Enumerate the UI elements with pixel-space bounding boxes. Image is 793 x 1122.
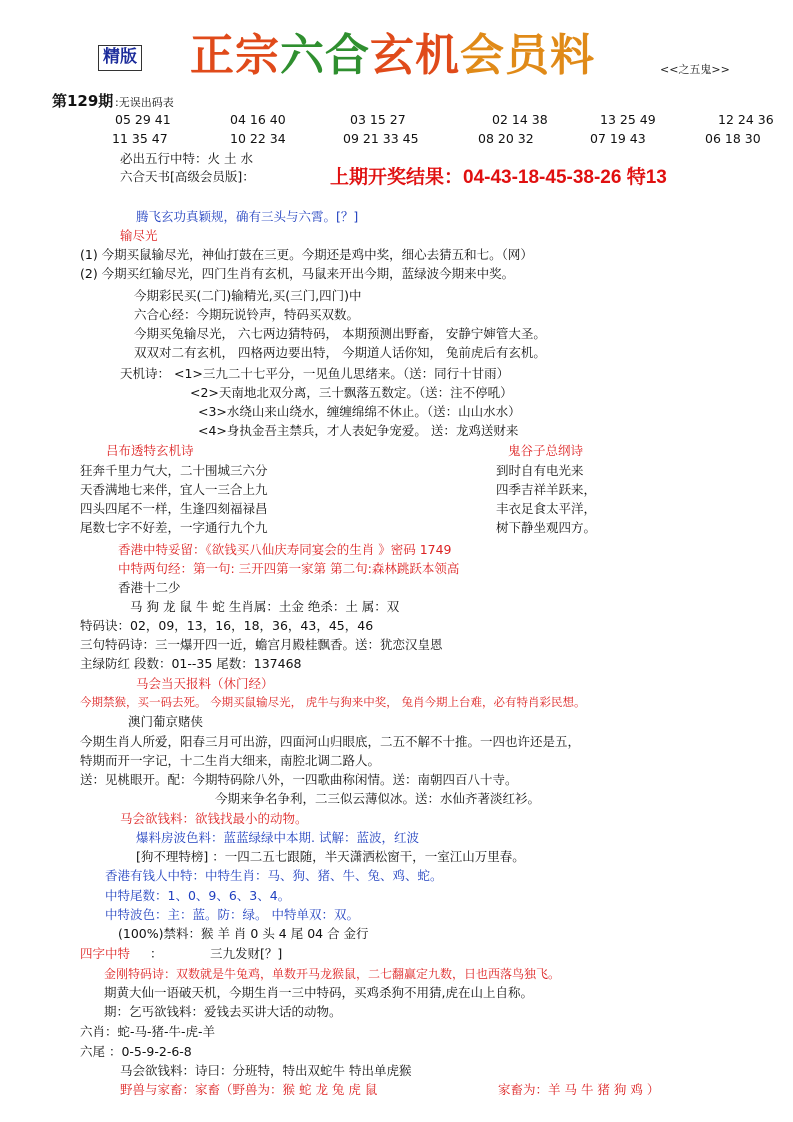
poem-line: 到时自有电光来: [496, 463, 584, 478]
text-line: 家畜为：羊 马 牛 猪 狗 鸡 ）: [498, 1082, 660, 1097]
text-line: 今期买兔输尽光， 六七两边猜特码， 本期预测出野畜， 安静宁婶管大圣。: [134, 326, 546, 341]
number-cell: 03 15 27: [350, 112, 406, 127]
number-cell: 11 35 47: [112, 131, 168, 146]
poem-line: 树下静坐观四方。: [496, 520, 597, 535]
text-line: 特期而开一字记，十二生肖大细来，南腔北调二路人。: [80, 753, 381, 768]
text-line: 今期禁猴，买一码去死。 今期买鼠输尽光， 虎牛与狗来中奖， 兔肖今期上台难，必有特肖彩民想。: [80, 695, 586, 709]
poem-line: 丰衣足食太平洋，: [496, 501, 597, 516]
text-line: 期：乞丐欲钱料：爱钱去买讲大话的动物。: [104, 1004, 342, 1019]
text-line: 马 狗 龙 鼠 牛 蛇 生肖属：土金 绝杀：土 属：双: [130, 599, 400, 614]
text-line: 爆料房波色料：蓝蓝绿绿中本期. 试解：蓝波，红波: [136, 830, 419, 845]
text-line: (100%)禁料：猴 羊 肖 0 头 4 尾 04 合 金行: [118, 926, 369, 941]
text-line: ：: [150, 946, 163, 961]
text-line: 送：见桃眼开。配：今期特码除八外，一四歌曲称闲情。送：南朝四百八十寺。: [80, 772, 518, 787]
text-line: 双双对二有玄机， 四格两边要出特， 今期道人话你知， 兔前虎后有玄机。: [134, 345, 546, 360]
title-part-3: 玄机: [370, 30, 460, 81]
section-heading: 马会当天报料（休门经）: [136, 676, 274, 691]
text-line: (2) 今期买红输尽光，四门生肖有玄机，马鼠来开出今期，蓝绿波今期来中奖。: [80, 266, 515, 281]
tianshu-label: 六合天书[高级会员版]：: [120, 169, 255, 184]
text-line: 天机诗： <1>三九二十七平分，一见鱼儿思绪来。（送：同行十甘雨）: [120, 366, 510, 381]
text-line: 六尾 ：0-5-9-2-6-8: [80, 1044, 192, 1059]
title-part-2: 六合: [280, 30, 370, 81]
text-line: 中特波色：主：蓝。防：绿。 中特单双：双。: [105, 907, 359, 922]
number-cell: 13 25 49: [600, 112, 656, 127]
text-line: 中特两句经：第一句: 三开四第一家第 第二句:森林跳跃本领高: [118, 561, 460, 576]
number-cell: 10 22 34: [230, 131, 286, 146]
five-elements-line: 必出五行中特：火 土 水: [120, 151, 253, 166]
number-cell: 06 18 30: [705, 131, 761, 146]
text-line: 三九发财[？]: [210, 946, 283, 961]
text-line: [狗不理特榜] ：一四二五七跟随，半天潇洒松窗干，一室江山万里春。: [136, 849, 525, 864]
text-line: 六合心经：今期玩说铃声，特码买双数。: [134, 307, 360, 322]
text-line: 香港十二少: [118, 580, 181, 595]
text-line: 马会欲钱料：欲钱找最小的动物。: [120, 811, 308, 826]
number-cell: 12 24 36: [718, 112, 774, 127]
number-cell: 07 19 43: [590, 131, 646, 146]
table-title: :无误出码表: [115, 96, 174, 109]
text-line: <4>身执金吾主禁兵，才人表妃争宠爱。 送：龙鸡送财来: [198, 423, 519, 438]
page-title: [190, 30, 595, 81]
text-line: 六肖：蛇-马-猪-牛-虎-羊: [80, 1024, 216, 1039]
text-line: (1) 今期买鼠输尽光，神仙打鼓在三更。今期还是鸡中奖，细心去猜五和七。（网）: [80, 247, 533, 262]
number-cell: 09 21 33 45: [343, 131, 419, 146]
number-cell: 05 29 41: [115, 112, 171, 127]
text-line: 中特尾数：1、0、9、6、3、4。: [105, 888, 291, 903]
text-line: 三句特码诗：三一爆开四一近，蟾宫月殿桂飘香。送：犹恋汉皇恩: [80, 637, 443, 652]
poem-line: 狂奔千里力气大，二十围城三六分: [80, 463, 268, 478]
section-heading: 鬼谷子总纲诗: [508, 443, 584, 458]
text-line: 今期彩民买(二门)输精光,买(三门,四门)中: [134, 288, 362, 303]
text-line: 特码诀：02，09，13，16，18，36，43，45，46: [80, 618, 374, 633]
edition-badge: 精版: [98, 45, 142, 71]
title-part-1: 正宗: [190, 30, 280, 81]
text-line: 主绿防红 段数：01--35 尾数：137468: [80, 656, 302, 671]
poem-line: 四头四尾不一样，生逢四刻福禄昌: [80, 501, 268, 516]
text-line: 今期生肖人所爱，阳春三月可出游，四面河山归眼底，二五不解不十推。一四也许还是五，: [80, 734, 581, 749]
text-line: 腾飞玄功真颖规，确有三头与六霄。[？]: [136, 209, 359, 224]
poem-line: 四季吉祥羊跃来，: [496, 482, 597, 497]
text-line: 马会欲钱料：诗曰：分班特，特出双蛇牛 特出单虎猴: [120, 1063, 412, 1078]
text-line: 野兽与家畜：家畜（野兽为：猴 蛇 龙 兔 虎 鼠: [120, 1082, 378, 1097]
text-line: 金刚特码诗：双数就是牛兔鸡，单数开马龙猴鼠，二七翻赢定九数，日也西落鸟独飞。: [104, 967, 561, 981]
last-result: 上期开奖结果：04-43-18-45-38-26 特13: [330, 167, 667, 188]
section-heading: 澳门葡京赌侠: [128, 714, 204, 729]
section-heading: 四字中特: [80, 946, 131, 961]
section-heading: 吕布透特玄机诗: [106, 443, 194, 458]
number-cell: 04 16 40: [230, 112, 286, 127]
issue-number: 第129期: [52, 92, 114, 110]
text-line: <3>水绕山来山绕水，缠缠绵绵不休止。（送：山山水水）: [198, 404, 521, 419]
poem-line: 天香满地七来伴，宜人一三合上九: [80, 482, 268, 497]
text-line: <2>天南地北双分离，三十飘落五数定。（送：注不停吼）: [190, 385, 513, 400]
number-cell: 08 20 32: [478, 131, 534, 146]
section-heading: 输尽光: [120, 228, 158, 243]
page-subtitle: <<之五鬼>>: [660, 63, 730, 76]
poem-line: 尾数七字不好差，一字通行九个九: [80, 520, 268, 535]
text-line: 期黄大仙一语破天机，今期生肖一三中特码，买鸡杀狗不用猜,虎在山上自称。: [104, 985, 533, 1000]
title-part-4: 会员料: [460, 30, 595, 81]
text-line: 今期来争名争利，二三似云薄似冰。送：水仙齐著淡红衫。: [215, 791, 541, 806]
number-cell: 02 14 38: [492, 112, 548, 127]
text-line: 香港中特妥留：《欲钱买八仙庆寿同宴会的生肖 》密码 1749: [118, 542, 452, 557]
text-line: 香港有钱人中特：中特生肖：马、狗、猪、牛、兔、鸡、蛇。: [105, 868, 443, 883]
